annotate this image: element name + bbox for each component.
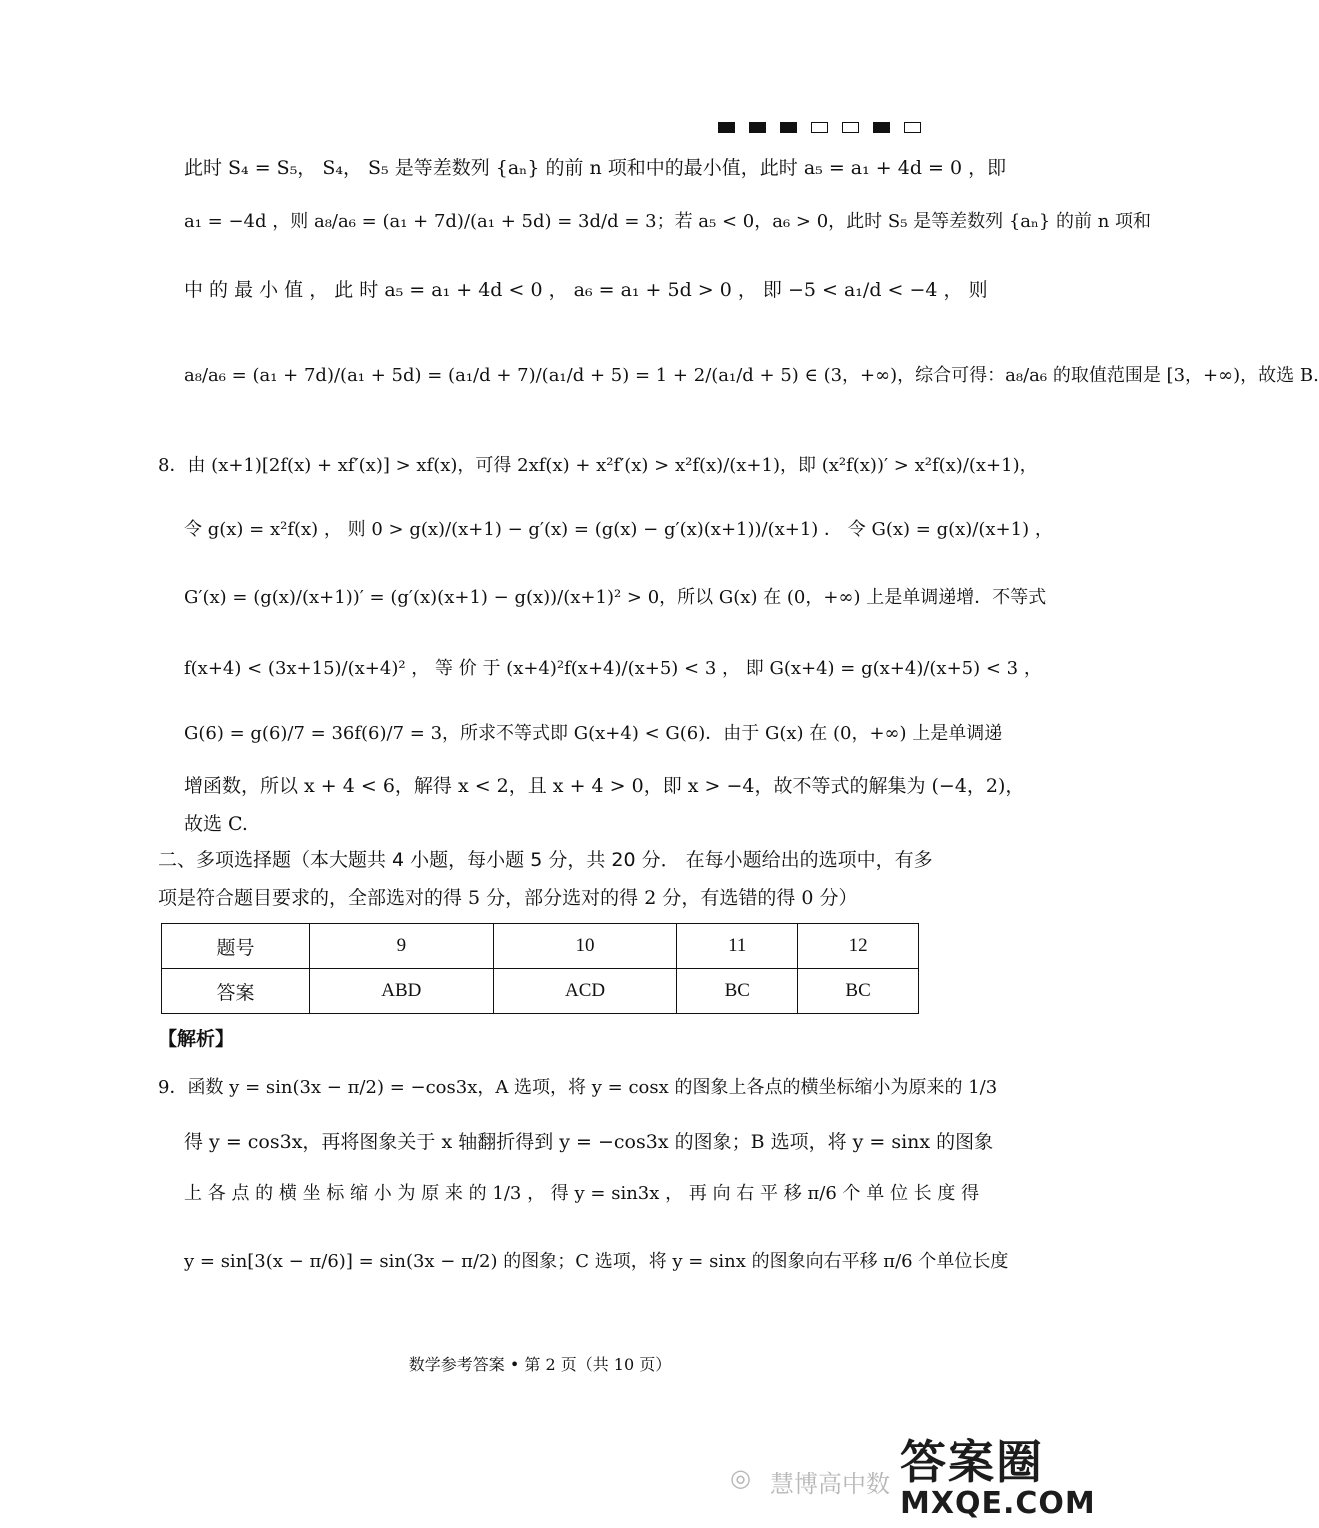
wechat-icon: ◎ (730, 1464, 751, 1492)
section-heading: 二、多项选择题（本大题共 4 小题，每小题 5 分，共 20 分． 在每小题给出的选项中，有多 (158, 849, 933, 871)
text-line: f(x+4) < (3x+15)/(x+4)² ， 等 价 于 (x+4)²f(x+4)/(x+5) < 3 ， 即 G(x+4) = g(x+4)/(x+5) < 3 ， (184, 658, 1042, 679)
text-line: G′(x) = (g(x)/(x+1))′ = (g′(x)(x+1) − g(x))/(x+1)² > 0，所以 G(x) 在 (0，+∞) 上是单调递增．不等式 (184, 587, 1047, 608)
table-cell: 9 (310, 924, 494, 969)
table-cell: 12 (798, 924, 919, 969)
mark-2 (749, 122, 766, 133)
mark-6 (873, 122, 890, 133)
page-footer: 数学参考答案 • 第 2 页（共 10 页） (408, 1355, 672, 1374)
table-cell: ACD (493, 969, 677, 1014)
text-line: 中 的 最 小 值 ， 此 时 a₅ = a₁ + 4d < 0 ， a₆ = a₁ + 5d > 0 ， 即 −5 < a₁/d < −4 ， 则 (184, 279, 988, 301)
mark-5 (842, 122, 859, 133)
table-cell: 11 (677, 924, 798, 969)
watermark-logo-url: MXQE.COM (900, 1486, 1096, 1521)
text-line: 令 g(x) = x²f(x) ， 则 0 > g(x)/(x+1) − g′(x) = (g(x) − g′(x)(x+1))/(x+1) ． 令 G(x) = g(x)/(x+1) ， (184, 519, 1053, 540)
text-line: 故选 C. (184, 813, 248, 835)
text-line: a₁ = −4d ，则 a₈/a₆ = (a₁ + 7d)/(a₁ + 5d) = 3d/d = 3；若 a₅ < 0，a₆ > 0，此时 S₅ 是等差数列 {aₙ} 的前 n 项和 (184, 211, 1152, 232)
text-line: 此时 S₄ = S₅， S₄， S₅ 是等差数列 {aₙ} 的前 n 项和中的最小值，此时 a₅ = a₁ + 4d = 0 ，即 (184, 157, 1007, 179)
mark-3 (780, 122, 797, 133)
watermark-logo: 答案圈 (900, 1435, 1044, 1489)
progress-marks (718, 122, 921, 133)
text-line: 9．函数 y = sin(3x − π/2) = −cos3x，A 选项，将 y = cosx 的图象上各点的横坐标缩小为原来的 1/3 (158, 1077, 998, 1098)
text-line: 8．由 (x+1)[2f(x) + xf′(x)] > xf(x)，可得 2xf(x) + x²f′(x) > x²f(x)/(x+1)，即 (x²f(x))′ > x²f(x)/(x+1)， (158, 455, 1038, 476)
analysis-title: 【解析】 (158, 1028, 235, 1050)
text-line: a₈/a₆ = (a₁ + 7d)/(a₁ + 5d) = (a₁/d + 7)/(a₁/d + 5) = 1 + 2/(a₁/d + 5) ∈ (3，+∞)，综合可得：a₈/a₆ 的取值范围是 [3，+∞)，故选 B. (184, 365, 1319, 386)
text-line: 得 y = cos3x，再将图象关于 x 轴翻折得到 y = −cos3x 的图象；B 选项，将 y = sinx 的图象 (184, 1131, 994, 1153)
text-line: G(6) = g(6)/7 = 36f(6)/7 = 3，所求不等式即 G(x+4) < G(6)．由于 G(x) 在 (0，+∞) 上是单调递 (184, 723, 1003, 744)
watermark (730, 1420, 1096, 1528)
mark-7 (904, 122, 921, 133)
text-line: 增函数，所以 x + 4 < 6，解得 x < 2，且 x + 4 > 0，即 x > −4，故不等式的解集为 (−4，2)， (184, 775, 1025, 797)
text-line: 上 各 点 的 横 坐 标 缩 小 为 原 来 的 1/3 ， 得 y = sin3x ， 再 向 右 平 移 π/6 个 单 位 长 度 得 (184, 1183, 980, 1204)
watermark-account: 慧博高中数 (770, 1470, 890, 1498)
mark-1 (718, 122, 735, 133)
table-cell: 答案 (162, 969, 310, 1014)
answer-table (161, 923, 919, 1014)
table-row (162, 924, 919, 969)
table-cell: 题号 (162, 924, 310, 969)
table-cell: BC (798, 969, 919, 1014)
table-cell: BC (677, 969, 798, 1014)
table-cell: ABD (310, 969, 494, 1014)
table-cell: 10 (493, 924, 677, 969)
text-line: 项是符合题目要求的，全部选对的得 5 分，部分选对的得 2 分，有选错的得 0 分） (158, 887, 858, 909)
table-row (162, 969, 919, 1014)
text-line: y = sin[3(x − π/6)] = sin(3x − π/2) 的图象；C 选项，将 y = sinx 的图象向右平移 π/6 个单位长度 (184, 1251, 1009, 1272)
mark-4 (811, 122, 828, 133)
